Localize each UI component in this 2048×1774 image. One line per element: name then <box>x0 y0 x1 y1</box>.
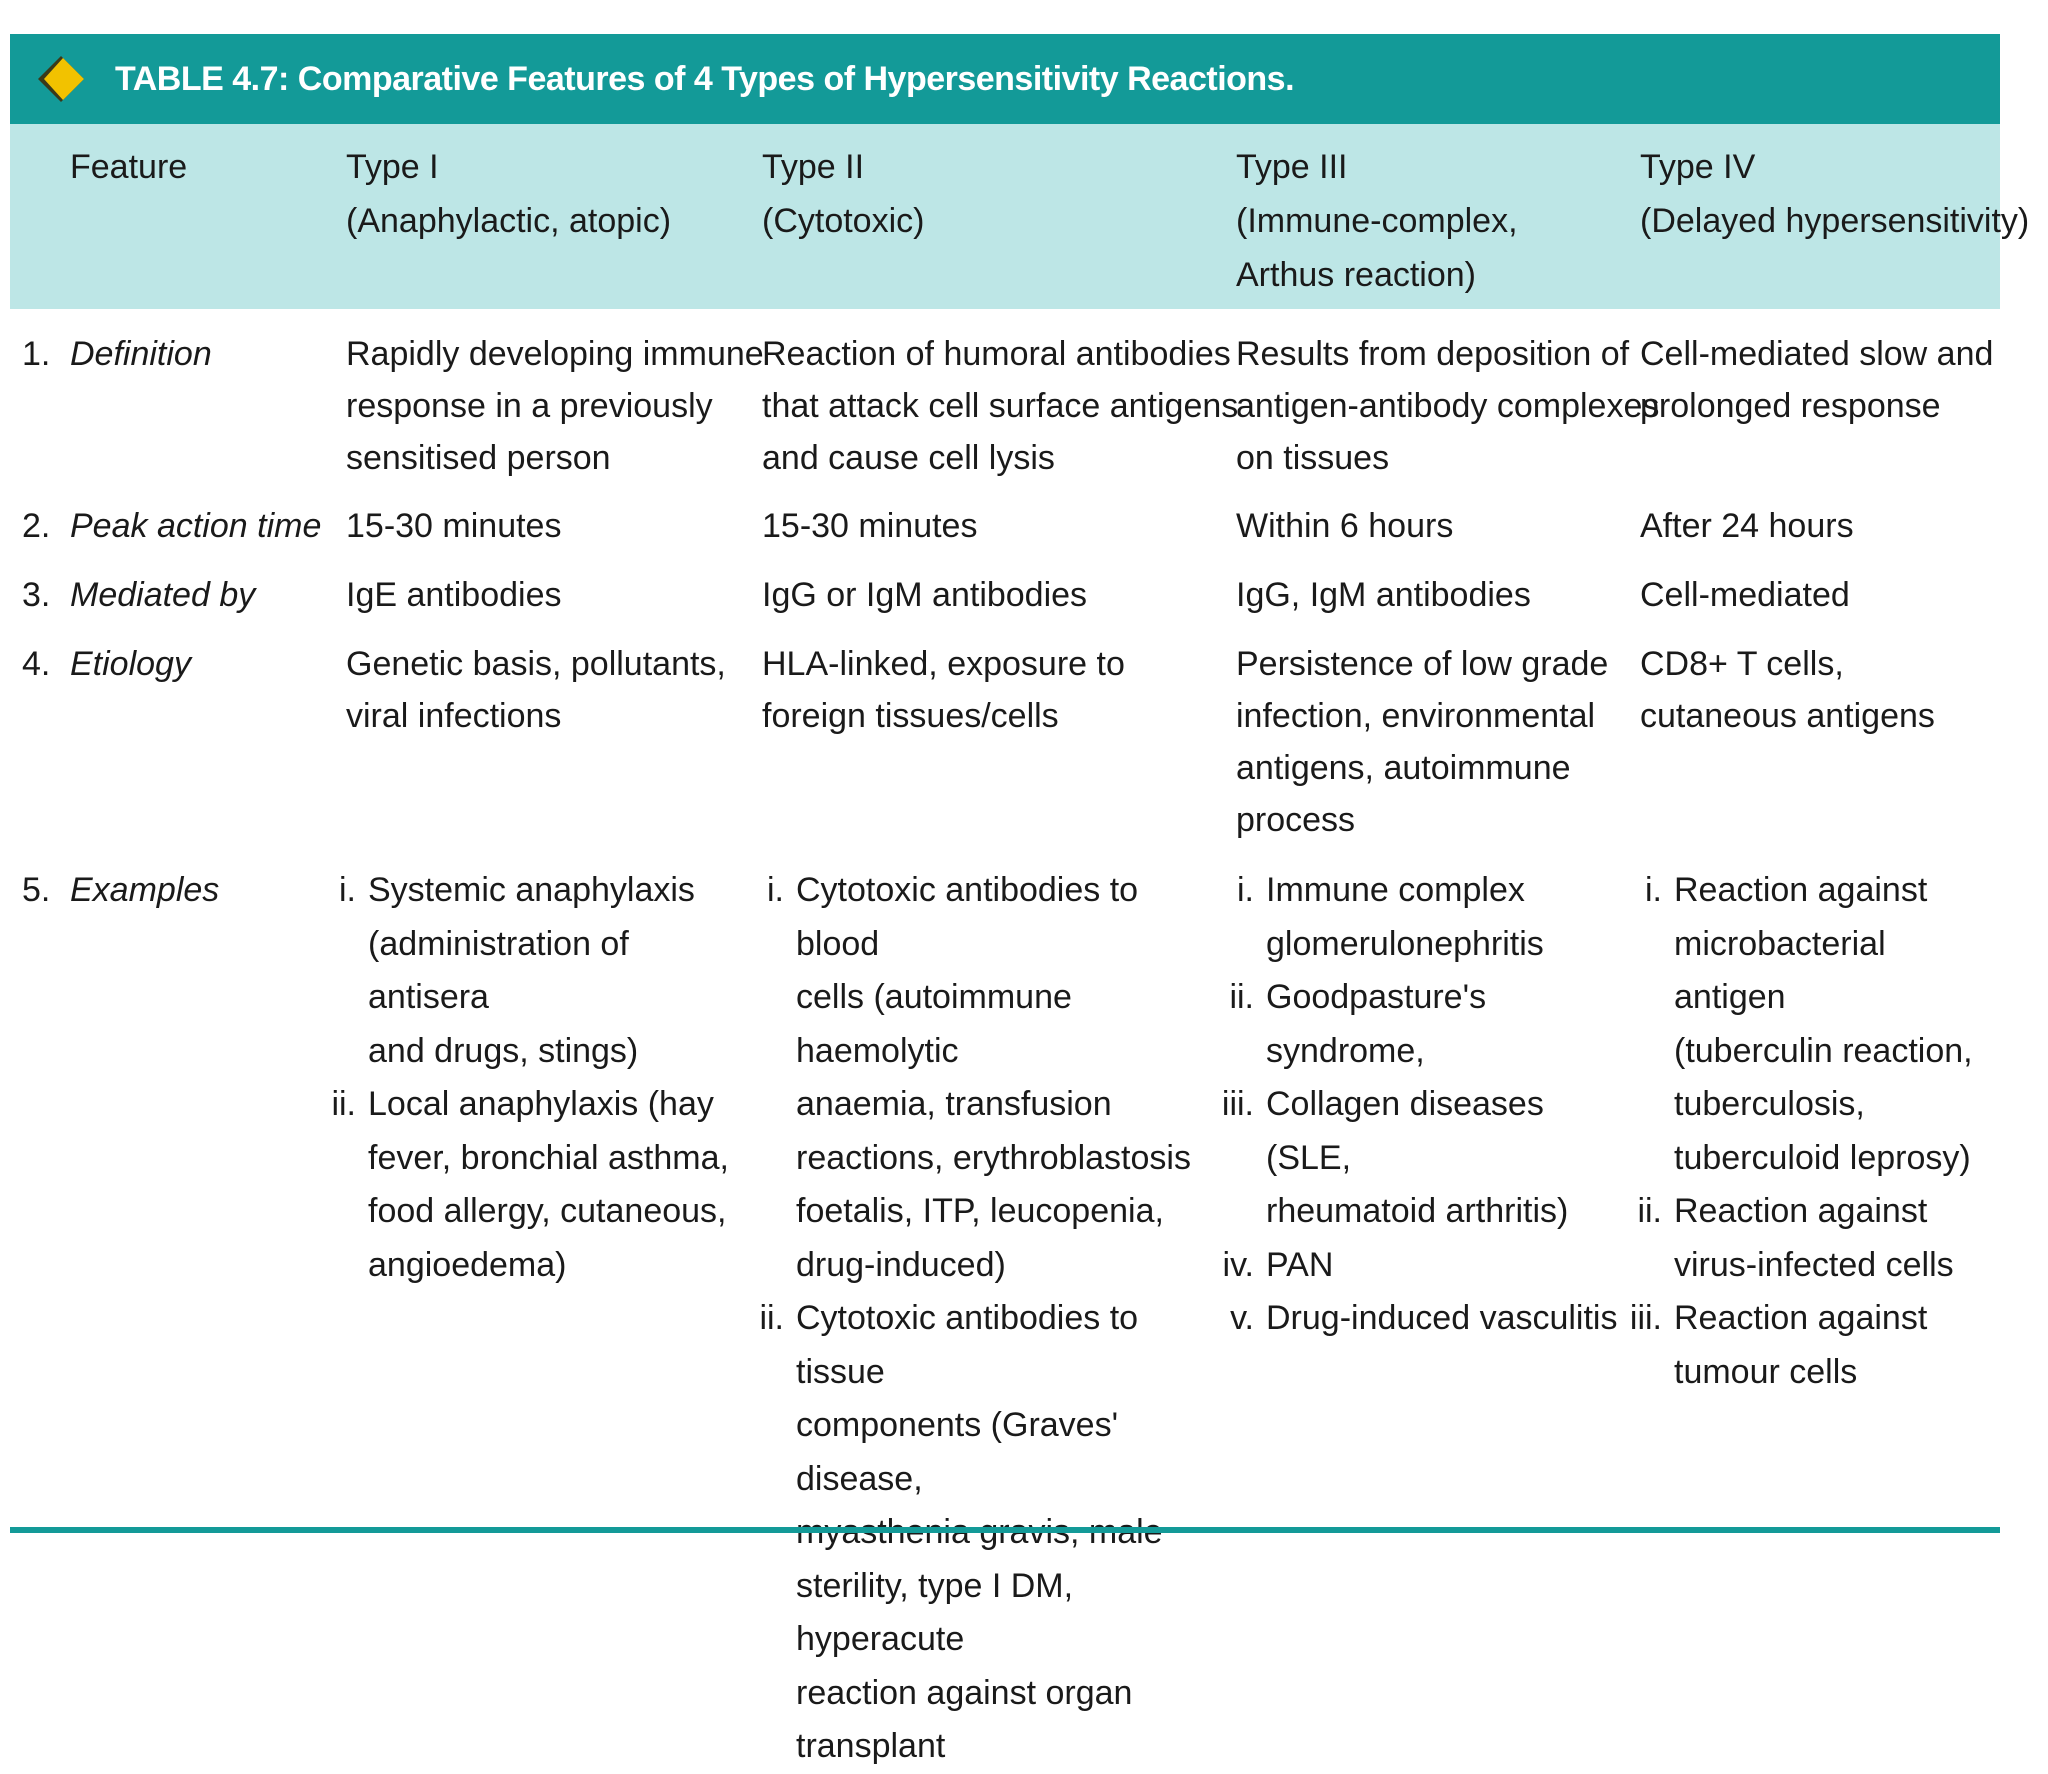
cell-definition-type4: Cell-mediated slow and prolonged response <box>1640 335 1994 425</box>
cell-examples-type4 <box>1618 864 1998 1399</box>
cell-definition-type2: Reaction of humoral antibodies that attack cell surface antigens and cause cell lysis <box>762 335 1239 477</box>
list-item: v. Drug-induced vasculitis <box>1230 1299 1618 1337</box>
list-item: iii. Collagen diseases (SLE, rheumatoid arthritis) <box>1221 1085 1569 1230</box>
cell-etiology-type1: Genetic basis, pollutants, viral infections <box>346 645 726 735</box>
list-item: ii. Goodpasture's syndrome, <box>1229 978 1487 1070</box>
list-item: ii. Local anaphylaxis (hay fever, bronchial asthma, food allergy, cutaneous, angioedema) <box>331 1085 729 1284</box>
row-label-examples: Examples <box>70 871 220 909</box>
list-item: i. Cytotoxic antibodies to blood cells (autoimmune haemolytic anaemia, transfusion reactions, erythroblastosis foetalis, ITP, leucopenia, drug-induced) <box>767 871 1191 1284</box>
header-type-2: Type II (Cytotoxic) <box>762 148 925 240</box>
cell-etiology-type3: Persistence of low grade infection, environmental antigens, autoimmune process <box>1236 645 1609 839</box>
table-title: TABLE 4.7: Comparative Features of 4 Types of Hypersensitivity Reactions. <box>115 60 1295 98</box>
cell-examples-type2 <box>740 864 1230 1774</box>
cell-peak-type1: 15-30 minutes <box>346 507 562 545</box>
row-number: 1. <box>22 335 51 373</box>
list-item: i. Reaction against microbacterial antigen (tuberculin reaction, tuberculosis, tuberculoid leprosy) <box>1645 871 1973 1177</box>
diamond-bullet-icon <box>36 54 86 104</box>
list-item: i. Systemic anaphylaxis (administration of antisera and drugs, stings) <box>339 871 695 1070</box>
row-number: 5. <box>22 871 51 909</box>
cell-peak-type3: Within 6 hours <box>1236 507 1454 545</box>
row-number: 3. <box>22 576 51 614</box>
cell-examples-type1 <box>312 864 732 1292</box>
header-type-1: Type I (Anaphylactic, atopic) <box>346 148 672 240</box>
cell-mediated-type2: IgG or IgM antibodies <box>762 576 1088 614</box>
list-item: ii. Reaction against virus-infected cells <box>1637 1192 1954 1284</box>
table-bottom-rule <box>10 1527 2000 1533</box>
cell-peak-type2: 15-30 minutes <box>762 507 978 545</box>
list-item: iii. Reaction against tumour cells <box>1629 1299 1928 1391</box>
row-label-mediated-by: Mediated by <box>70 576 256 614</box>
list-item: iv. PAN <box>1222 1245 1334 1284</box>
header-type-4: Type IV (Delayed hypersensitivity) <box>1640 148 2030 240</box>
cell-definition-type1: Rapidly developing immune response in a previously sensitised person <box>346 335 764 477</box>
cell-examples-type3 <box>1210 864 1630 1346</box>
cell-etiology-type2: HLA-linked, exposure to foreign tissues/cells <box>762 645 1125 735</box>
header-feature: Feature <box>70 148 188 186</box>
row-number: 2. <box>22 507 51 545</box>
cell-mediated-type3: IgG, IgM antibodies <box>1236 576 1531 614</box>
cell-etiology-type4: CD8+ T cells, cutaneous antigens <box>1640 645 1935 735</box>
header-type-3: Type III (Immune-complex, Arthus reaction) <box>1236 148 1518 294</box>
cell-definition-type3: Results from deposition of antigen-antibody complexes on tissues <box>1236 335 1660 477</box>
list-item: ii. Cytotoxic antibodies to tissue components (Graves' disease, sterility, type I DM, hyperacute reaction against organ transplant <box>759 1299 1139 1765</box>
row-number: 4. <box>22 645 51 683</box>
row-label-peak-action-time: Peak action time <box>70 507 322 545</box>
cell-mediated-type1: IgE antibodies <box>346 576 562 614</box>
cell-peak-type4: After 24 hours <box>1640 507 1854 545</box>
row-label-etiology: Etiology <box>70 645 191 683</box>
cell-mediated-type4: Cell-mediated <box>1640 576 1850 614</box>
list-item: i. Immune complex glomerulonephritis <box>1237 871 1544 963</box>
row-label-definition: Definition <box>70 335 212 373</box>
table-title-bar <box>10 34 2000 124</box>
